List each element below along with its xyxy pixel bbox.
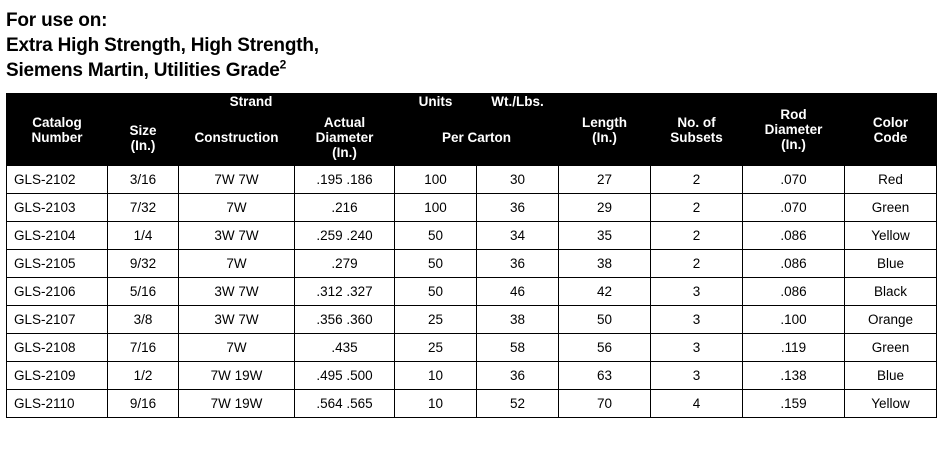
cell-wt-lbs-per-carton: 36 [477, 250, 559, 278]
column-header-no-of-subsets-line2: Subsets [670, 129, 723, 145]
cell-size-in: 7/16 [108, 334, 179, 362]
cell-units-per-carton: 10 [395, 362, 477, 390]
cell-actual-diameter-in: .312 .327 [295, 278, 395, 306]
cell-no-of-subsets: 3 [651, 278, 743, 306]
cell-units-per-carton: 100 [395, 166, 477, 194]
heading-line-1: For use on: [6, 10, 108, 31]
cell-actual-diameter-in: .564 .565 [295, 390, 395, 418]
cell-wt-lbs-per-carton: 34 [477, 222, 559, 250]
column-header-color-code [845, 94, 937, 166]
cell-no-of-subsets: 3 [651, 306, 743, 334]
table-row [7, 222, 937, 250]
cell-catalog-number: GLS-2105 [7, 250, 108, 278]
cell-units-per-carton: 10 [395, 390, 477, 418]
cell-construction: 3W 7W [179, 222, 295, 250]
cell-units-per-carton: 50 [395, 278, 477, 306]
column-header-rod-diameter [743, 94, 845, 166]
cell-no-of-subsets: 2 [651, 250, 743, 278]
cell-size-in: 1/2 [108, 362, 179, 390]
cell-color-code: Orange [845, 306, 937, 334]
cell-length-in: 42 [559, 278, 651, 306]
column-header-length [559, 94, 651, 166]
cell-units-per-carton: 25 [395, 334, 477, 362]
cell-rod-diameter-in: .159 [743, 390, 845, 418]
table-row [7, 166, 937, 194]
heading-line-3 [6, 58, 943, 83]
table-row [7, 278, 937, 306]
cell-color-code: Green [845, 194, 937, 222]
cell-rod-diameter-in: .138 [743, 362, 845, 390]
cell-catalog-number: GLS-2110 [7, 390, 108, 418]
cell-color-code: Green [845, 334, 937, 362]
cell-construction: 7W [179, 334, 295, 362]
cell-color-code: Blue [845, 250, 937, 278]
cell-actual-diameter-in: .195 .186 [295, 166, 395, 194]
cell-catalog-number: GLS-2107 [7, 306, 108, 334]
column-header-no-of-subsets [651, 94, 743, 166]
column-header-no-of-subsets-line1: No. of [677, 114, 716, 130]
column-header-color-code-line2: Code [873, 129, 908, 145]
column-header-actual-diameter [295, 110, 395, 166]
cell-wt-lbs-per-carton: 58 [477, 334, 559, 362]
cell-units-per-carton: 100 [395, 194, 477, 222]
cell-wt-lbs-per-carton: 46 [477, 278, 559, 306]
cell-size-in: 3/16 [108, 166, 179, 194]
cell-rod-diameter-in: .070 [743, 194, 845, 222]
cell-actual-diameter-in: .216 [295, 194, 395, 222]
cell-no-of-subsets: 4 [651, 390, 743, 418]
cell-construction: 7W [179, 194, 295, 222]
cell-length-in: 29 [559, 194, 651, 222]
cell-construction: 7W [179, 250, 295, 278]
column-header-rod-diameter-line2: Diameter [764, 122, 823, 137]
cell-length-in: 38 [559, 250, 651, 278]
cell-size-in: 9/32 [108, 250, 179, 278]
cell-rod-diameter-in: .086 [743, 222, 845, 250]
column-header-length-line2: (In.) [592, 129, 617, 145]
cell-units-per-carton: 25 [395, 306, 477, 334]
cell-no-of-subsets: 3 [651, 334, 743, 362]
cell-catalog-number: GLS-2108 [7, 334, 108, 362]
cell-actual-diameter-in: .279 [295, 250, 395, 278]
column-header-length-line1: Length [582, 114, 628, 130]
column-header-construction: Construction [179, 110, 295, 166]
table-header-row-groups [7, 94, 937, 110]
table-body [7, 166, 937, 418]
table-row [7, 306, 937, 334]
cell-wt-lbs-per-carton: 52 [477, 390, 559, 418]
cell-units-per-carton: 50 [395, 222, 477, 250]
table-row [7, 250, 937, 278]
column-header-size-line1: Size [129, 122, 157, 138]
cell-catalog-number: GLS-2103 [7, 194, 108, 222]
cell-catalog-number: GLS-2102 [7, 166, 108, 194]
cell-actual-diameter-in: .435 [295, 334, 395, 362]
column-header-color-code-line1: Color [872, 114, 909, 130]
group-header-wt-lbs: Wt./Lbs. [477, 94, 559, 110]
column-header-catalog-number-line1: Catalog [32, 114, 82, 130]
heading-line-3-text: Siemens Martin, Utilities Grade [6, 60, 280, 81]
cell-rod-diameter-in: .100 [743, 306, 845, 334]
heading-block [0, 0, 943, 83]
cell-catalog-number: GLS-2109 [7, 362, 108, 390]
column-header-actual-diameter-line3: (In.) [332, 145, 357, 160]
cell-color-code: Yellow [845, 222, 937, 250]
column-header-catalog-number [7, 94, 108, 166]
cell-rod-diameter-in: .119 [743, 334, 845, 362]
cell-construction: 7W 19W [179, 390, 295, 418]
cell-actual-diameter-in: .259 .240 [295, 222, 395, 250]
table-header [7, 94, 937, 166]
cell-length-in: 35 [559, 222, 651, 250]
cell-catalog-number: GLS-2106 [7, 278, 108, 306]
table-row [7, 194, 937, 222]
column-header-catalog-number-line2: Number [31, 129, 83, 145]
cell-size-in: 3/8 [108, 306, 179, 334]
table-row [7, 334, 937, 362]
cell-no-of-subsets: 3 [651, 362, 743, 390]
group-header-strand: Strand [108, 94, 395, 110]
cell-size-in: 1/4 [108, 222, 179, 250]
column-header-rod-diameter-line3: (In.) [781, 137, 806, 152]
column-header-rod-diameter-line1: Rod [780, 107, 807, 122]
cell-catalog-number: GLS-2104 [7, 222, 108, 250]
cell-no-of-subsets: 2 [651, 166, 743, 194]
cell-length-in: 56 [559, 334, 651, 362]
cell-length-in: 27 [559, 166, 651, 194]
cell-actual-diameter-in: .356 .360 [295, 306, 395, 334]
cell-wt-lbs-per-carton: 36 [477, 194, 559, 222]
table-row [7, 390, 937, 418]
cell-actual-diameter-in: .495 .500 [295, 362, 395, 390]
cell-color-code: Red [845, 166, 937, 194]
cell-wt-lbs-per-carton: 30 [477, 166, 559, 194]
cell-size-in: 9/16 [108, 390, 179, 418]
cell-construction: 7W 19W [179, 362, 295, 390]
cell-wt-lbs-per-carton: 38 [477, 306, 559, 334]
strand-specification-table [6, 93, 937, 418]
table-row [7, 362, 937, 390]
cell-rod-diameter-in: .086 [743, 250, 845, 278]
footnote-marker: 2 [279, 57, 287, 72]
cell-color-code: Black [845, 278, 937, 306]
cell-length-in: 50 [559, 306, 651, 334]
cell-color-code: Blue [845, 362, 937, 390]
group-header-per-carton: Per Carton [395, 110, 559, 166]
cell-no-of-subsets: 2 [651, 194, 743, 222]
group-header-units: Units [395, 94, 477, 110]
column-header-actual-diameter-line2: Diameter [315, 130, 374, 145]
cell-units-per-carton: 50 [395, 250, 477, 278]
column-header-actual-diameter-line1: Actual [323, 115, 366, 130]
cell-color-code: Yellow [845, 390, 937, 418]
cell-construction: 3W 7W [179, 306, 295, 334]
heading-line-2: Extra High Strength, High Strength, [6, 35, 319, 56]
cell-length-in: 63 [559, 362, 651, 390]
column-header-size-line2: (In.) [130, 137, 156, 153]
cell-length-in: 70 [559, 390, 651, 418]
cell-wt-lbs-per-carton: 36 [477, 362, 559, 390]
cell-no-of-subsets: 2 [651, 222, 743, 250]
cell-rod-diameter-in: .070 [743, 166, 845, 194]
cell-construction: 7W 7W [179, 166, 295, 194]
cell-size-in: 7/32 [108, 194, 179, 222]
cell-construction: 3W 7W [179, 278, 295, 306]
cell-size-in: 5/16 [108, 278, 179, 306]
cell-rod-diameter-in: .086 [743, 278, 845, 306]
column-header-size [108, 110, 179, 166]
